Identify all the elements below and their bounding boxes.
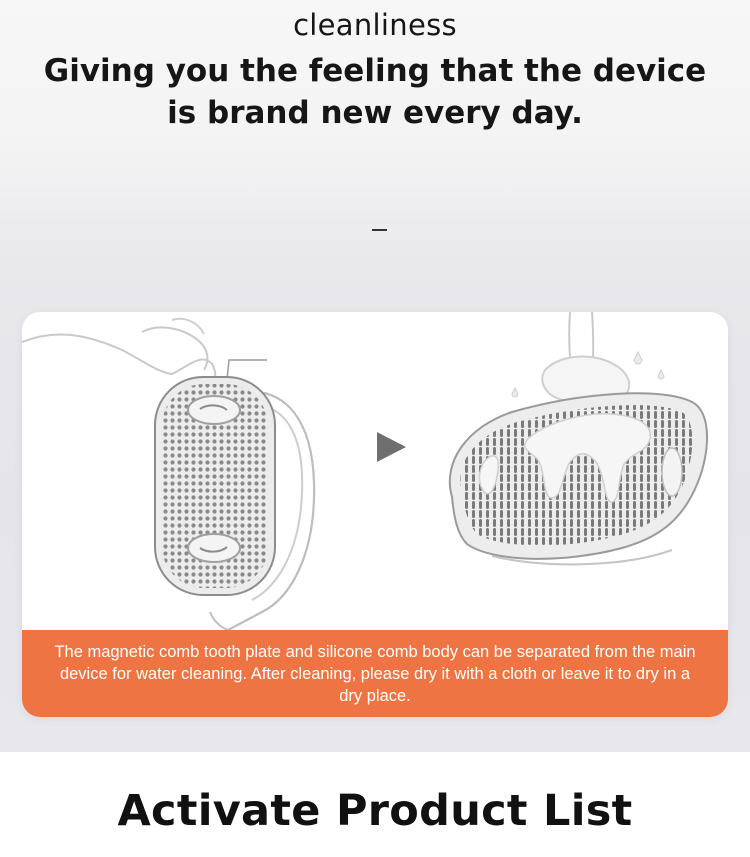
comb-plate-washing-illustration <box>450 312 707 564</box>
section-subtitle: cleanliness <box>293 8 457 42</box>
info-banner <box>22 630 728 717</box>
cleaning-illustration <box>22 312 728 630</box>
info-banner-text: The magnetic comb tooth plate and silicone comb body can be separated from the main device for water cleaning. After cleaning, please dry it with a cloth or leave it to dry in a dry place. <box>54 642 696 705</box>
section-headline: Giving you the feeling that the device is brand new every day. <box>43 53 707 131</box>
comb-plate-detach-illustration <box>22 319 314 630</box>
product-list-title: Activate Product List <box>117 786 633 836</box>
cleaning-card <box>22 312 728 717</box>
divider-dash <box>372 229 387 231</box>
play-arrow-icon <box>377 432 406 462</box>
